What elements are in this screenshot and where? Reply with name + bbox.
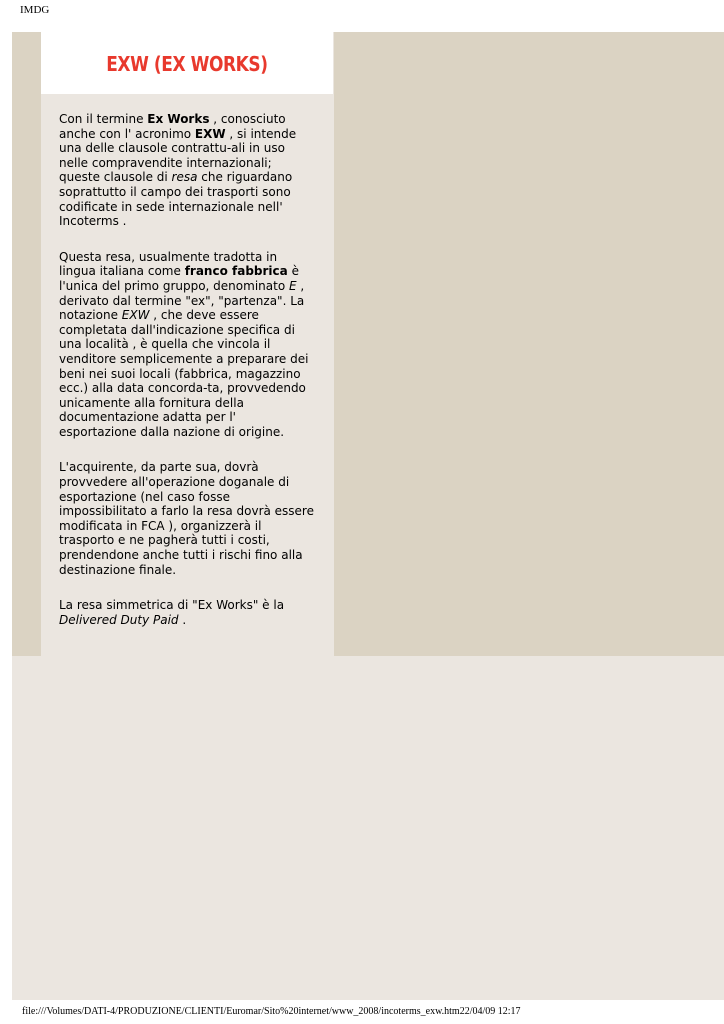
term-exw-notation: EXW [121,308,150,323]
term-group-e: E [288,278,297,293]
article-body [59,112,315,648]
right-decorative-panel [334,32,724,656]
term-resa: resa [171,170,198,185]
paragraph-buyer: L'acquirente, da parte sua, dovrà provvedere all'operazione doganale di esportazione (nel caso fosse impossibilitato a farlo la resa dovrà essere modificata in FCA ), organizzerà il trasporto e ne pagherà tutti i costi, prendendone anche tutti i rischi fino alla destinazione finale. [59,460,314,577]
left-decorative-strip [12,32,41,656]
term-ex-works: Ex Works [147,112,210,126]
term-delivered-duty-paid: Delivered Duty Paid [59,612,179,627]
title-banner [41,32,333,94]
paragraph-symmetric: La resa simmetrica di "Ex Works" è la Delivered Duty Paid . [59,598,285,627]
page-title: EXW (EX WORKS) [106,52,268,76]
term-franco-fabbrica: franco fabbrica [184,264,288,279]
term-exw: EXW [194,126,226,141]
print-header: IMDG [20,4,50,16]
print-footer-url: file:///Volumes/DATI-4/PRODUZIONE/CLIENTI/Euromar/Sito%20internet/www_2008/incoterms_exw.htm22/04/09 12:17 [22,1006,521,1017]
article-content [41,94,333,656]
paragraph-franco-fabbrica: Questa resa, usualmente tradotta in lingua italiana come franco fabbrica è l'unica del primo gruppo, denominato E , derivato dal termine "ex", "partenza". La notazione EXW , che deve essere completata dall'indicazione specifica di una località , è quella che vincola il venditore semplicemente a preparare dei beni nei suoi locali (fabbrica, magazzino ecc.) alla data concorda-ta, provvedendo unicamente alla fornitura della documentazione adatta per l' esportazione dalla nazione di origine. [59,249,309,439]
paragraph-definition: Con il termine Ex Works , conosciuto anche con l' acronimo EXW , si intende una delle clausole contrattu-ali in uso nelle compravendite internazionali; queste clausole di resa che riguardano soprattutto il campo dei trasporti sono codificate in sede internazionale nell' Incoterms . [59,112,297,229]
